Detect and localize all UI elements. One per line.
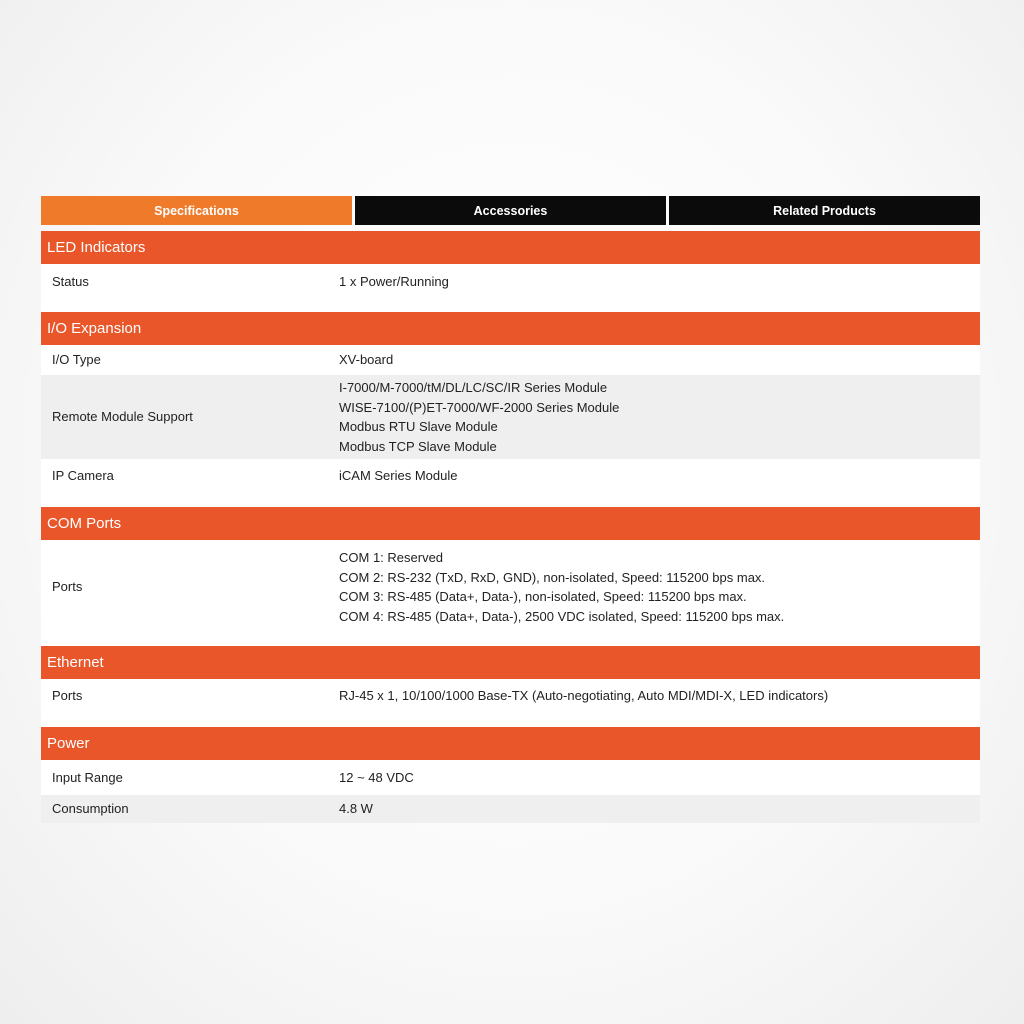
spec-row-io-type xyxy=(41,345,980,375)
spec-value: iCAM Series Module xyxy=(339,468,458,484)
spec-value: XV-board xyxy=(339,352,394,368)
spec-row-ethernet-ports xyxy=(41,679,980,713)
spec-label: Ports xyxy=(52,688,83,704)
spec-label: Ports xyxy=(52,579,83,595)
section-header-led-indicators: LED Indicators xyxy=(41,231,980,264)
section-header-power: Power xyxy=(41,727,980,760)
tab-specifications[interactable]: Specifications xyxy=(41,196,352,225)
section-spacer xyxy=(41,634,980,646)
spec-row-com-ports xyxy=(41,540,980,634)
section-header-ethernet: Ethernet xyxy=(41,646,980,679)
tab-bar xyxy=(41,196,980,225)
section-spacer xyxy=(41,493,980,507)
spec-value: 4.8 W xyxy=(339,801,373,817)
spec-sections xyxy=(41,231,980,823)
spec-label: I/O Type xyxy=(52,352,101,368)
tab-accessories[interactable]: Accessories xyxy=(355,196,666,225)
section-header-io-expansion: I/O Expansion xyxy=(41,312,980,345)
spec-label: Input Range xyxy=(52,769,123,785)
spec-row-input-range xyxy=(41,760,980,795)
spec-row-ip-camera xyxy=(41,459,980,493)
spec-row-remote-module-support xyxy=(41,375,980,459)
spec-value: 12 ~ 48 VDC xyxy=(339,769,414,785)
section-spacer xyxy=(41,300,980,312)
spec-label: Consumption xyxy=(52,801,129,817)
spec-value: RJ-45 x 1, 10/100/1000 Base-TX (Auto-negotiating, Auto MDI/MDI-X, LED indicators) xyxy=(339,688,829,704)
spec-label: Remote Module Support xyxy=(52,409,193,425)
spec-value: COM 1: Reserved COM 2: RS-232 (TxD, RxD, GND), non-isolated, Speed: 115200 bps max. COM 3: RS-485 (Data+, Data-), non-isolated, Speed: 115200 bps max. COM 4: RS-485 (Data+, Data-), 2500 VDC isolated, Speed: 115200 bps max. xyxy=(339,550,785,624)
spec-label: IP Camera xyxy=(52,468,114,484)
spec-row-consumption xyxy=(41,795,980,823)
spec-value: I-7000/M-7000/tM/DL/LC/SC/IR Series Module WISE-7100/(P)ET-7000/WF-2000 Series Module Modbus RTU Slave Module Modbus TCP Slave Module xyxy=(339,380,620,454)
spec-row-status xyxy=(41,264,980,300)
spec-label: Status xyxy=(52,274,89,290)
section-spacer xyxy=(41,713,980,727)
specifications-panel xyxy=(41,196,980,823)
spec-value: 1 x Power/Running xyxy=(339,274,449,290)
tab-related-products[interactable]: Related Products xyxy=(669,196,980,225)
section-header-com-ports: COM Ports xyxy=(41,507,980,540)
